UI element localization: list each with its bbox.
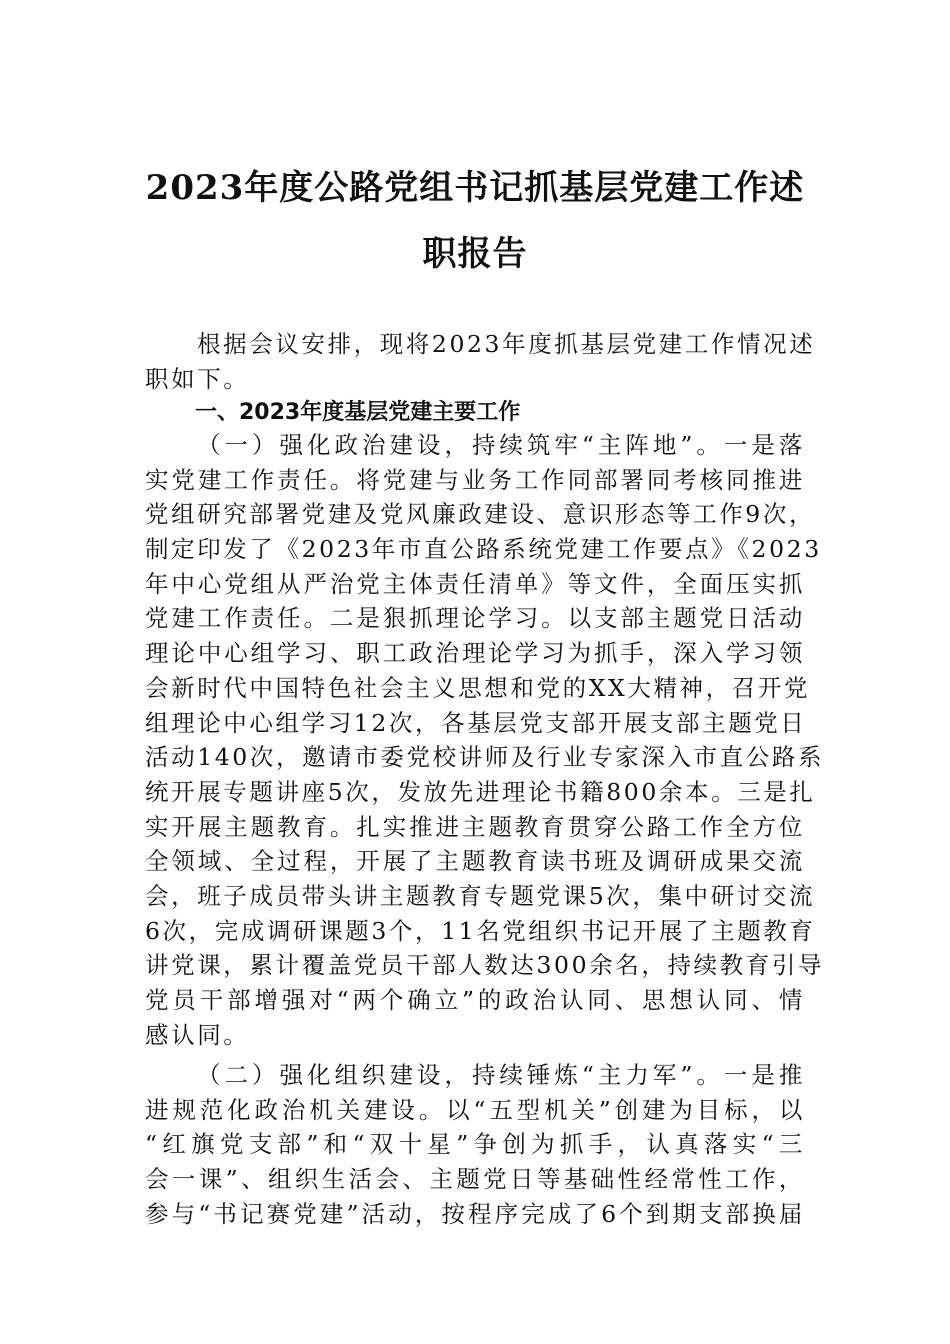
para2-line: 参与“书记赛党建”活动，按程序完成了6个到期支部换届 <box>145 1199 805 1228</box>
section-1-paragraph-1 <box>145 428 825 1052</box>
para1-line: 理论中心组学习、职工政治理论学习为抓手，深入学习领 <box>145 639 805 668</box>
intro-line-1: 根据会议安排，现将2023年度抓基层党建工作情况述 <box>197 330 816 358</box>
document-title-line-2: 职报告 <box>422 234 528 274</box>
intro-line-2: 职如下。 <box>145 364 250 393</box>
para1-line: 讲党课，累计覆盖党员干部人数达300余名，持续教育引导 <box>145 951 825 980</box>
para1-line: 会新时代中国特色社会主义思想和党的XX大精神，召开党 <box>145 673 811 702</box>
para1-line: 党建工作责任。二是狠抓理论学习。以支部主题党日活动 <box>145 604 805 633</box>
document-title-line-1: 2023年度公路党组书记抓基层党建工作述 <box>145 168 805 208</box>
para1-line: 组理论中心组学习12次，各基层党支部开展支部主题党日 <box>145 708 807 737</box>
para1-line: 活动140次，邀请市委党校讲师及行业专家深入市直公路系 <box>145 743 825 772</box>
para1-line: 统开展专题讲座5次，发放先进理论书籍800余本。三是扎 <box>145 777 816 806</box>
para1-line: 全领域、全过程，开展了主题教育读书班及调研成果交流 <box>145 847 805 876</box>
para1-line: 会，班子成员带头讲主题教育专题党课5次，集中研讨交流 <box>145 881 816 910</box>
para1-line: 实党建工作责任。将党建与业务工作同部署同考核同推进 <box>145 465 805 494</box>
para2-line: 进规范化政治机关建设。以“五型机关”创建为目标，以 <box>145 1095 805 1124</box>
para1-line: （一）强化政治建设，持续筑牢“主阵地”。一是落 <box>197 431 805 459</box>
para1-line: 实开展主题教育。扎实推进主题教育贯穿公路工作全方位 <box>145 812 805 841</box>
para2-line: （二）强化组织建设，持续锤炼“主力军”。一是推 <box>197 1061 805 1089</box>
para1-line: 年中心党组从严治党主体责任清单》等文件，全面压实抓 <box>145 569 805 598</box>
para1-line: 6次，完成调研课题3个，11名党组织书记开展了主题教育 <box>145 916 816 945</box>
para2-line: 会一课”、组织生活会、主题党日等基础性经常性工作， <box>145 1165 805 1194</box>
para1-line: 制定印发了《2023年市直公路系统党建工作要点》《2023 <box>145 535 822 564</box>
para2-line: “红旗党支部”和“双十星”争创为抓手，认真落实“三 <box>145 1130 805 1159</box>
section-1-heading: 一、2023年度基层党建主要工作 <box>195 400 521 425</box>
para1-line: 党组研究部署党建及党风廉政建设、意识形态等工作9次， <box>145 500 816 529</box>
para1-line: 感认同。 <box>145 1020 250 1049</box>
section-1-paragraph-2 <box>145 1058 805 1231</box>
intro-paragraph <box>145 327 816 396</box>
para1-line: 党员干部增强对“两个确立”的政治认同、思想认同、情 <box>145 986 805 1014</box>
